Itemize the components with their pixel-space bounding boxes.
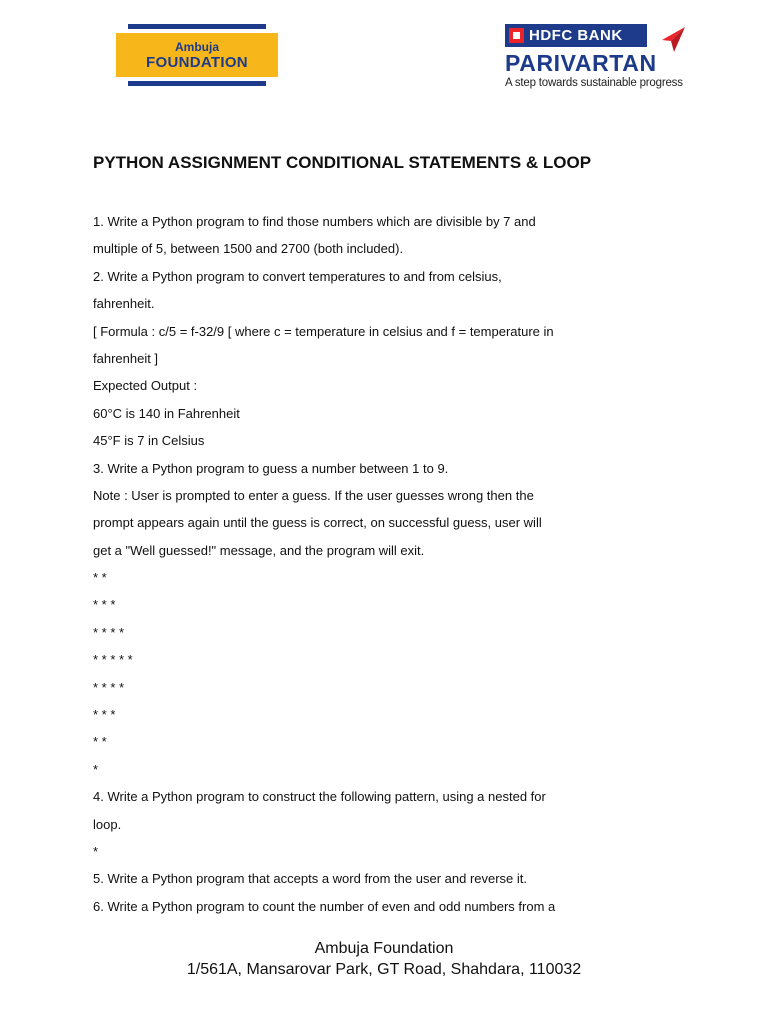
text-line: get a "Well guessed!" message, and the program will exit. (93, 542, 425, 558)
text-line: * * * * * (93, 652, 133, 668)
text-line: * (93, 761, 99, 777)
text-line: [ Formula : c/5 = f-32/9 [ where c = temperature in celsius and f = temperature in (93, 323, 554, 339)
text-line: 1. Write a Python program to find those numbers which are divisible by 7 and (93, 214, 536, 229)
footer (0, 938, 768, 980)
text-line: * * (93, 570, 107, 586)
text-line: loop. (93, 816, 122, 832)
text-line: * * * (93, 707, 116, 723)
text-line: * * (93, 734, 107, 750)
text-line: 60°C is 140 in Fahrenheit (93, 405, 240, 421)
hdfc-bank-bar (505, 24, 647, 47)
footer-org-name: Ambuja Foundation (314, 940, 454, 957)
text-line: Expected Output : (93, 378, 198, 394)
text-line: fahrenheit. (93, 296, 155, 312)
text-line: * * * (93, 597, 116, 613)
text-line: 45°F is 7 in Celsius (93, 433, 205, 449)
parivartan-tagline: A step towards sustainable progress (505, 77, 683, 89)
text-line: 4. Write a Python program to construct the following pattern, using a nested for (93, 789, 546, 805)
text-line: 6. Write a Python program to count the number of even and odd numbers from a (93, 898, 556, 914)
text-line: prompt appears again until the guess is correct, on successful guess, user will (93, 515, 542, 531)
text-line: fahrenheit ] (93, 350, 159, 366)
logo-bar-bottom (128, 81, 266, 86)
hdfc-parivartan-logo (505, 24, 687, 94)
parivartan-label: PARIVARTAN (505, 50, 657, 76)
logo-box (116, 33, 278, 77)
logo-bar-top (128, 24, 266, 29)
text-line: 3. Write a Python program to guess a number between 1 to 9. (93, 460, 449, 476)
footer-address: 1/561A, Mansarovar Park, GT Road, Shahdara, 110032 (186, 961, 582, 978)
ambuja-logo-line1: Ambuja (174, 39, 219, 54)
text-line: Note : User is prompted to enter a guess. If the user guesses wrong then the (93, 487, 534, 503)
ambuja-foundation-logo (116, 24, 278, 86)
assignment-body (93, 208, 653, 920)
ambuja-logo-line2: FOUNDATION (146, 53, 248, 71)
text-line: * * * * (93, 679, 125, 695)
text-line: multiple of 5, between 1500 and 2700 (both included). (93, 241, 404, 257)
text-line: * (93, 843, 99, 859)
paper-plane-icon (659, 26, 686, 53)
hdfc-bank-label: HDFC BANK (529, 27, 623, 44)
text-line: 2. Write a Python program to convert temperatures to and from celsius, (93, 268, 502, 284)
text-line: 5. Write a Python program that accepts a word from the user and reverse it. (93, 871, 528, 887)
text-line: * * * * (93, 624, 125, 640)
page-title: PYTHON ASSIGNMENT CONDITIONAL STATEMENTS & LOOP (93, 153, 592, 172)
hdfc-square-icon (509, 28, 524, 43)
